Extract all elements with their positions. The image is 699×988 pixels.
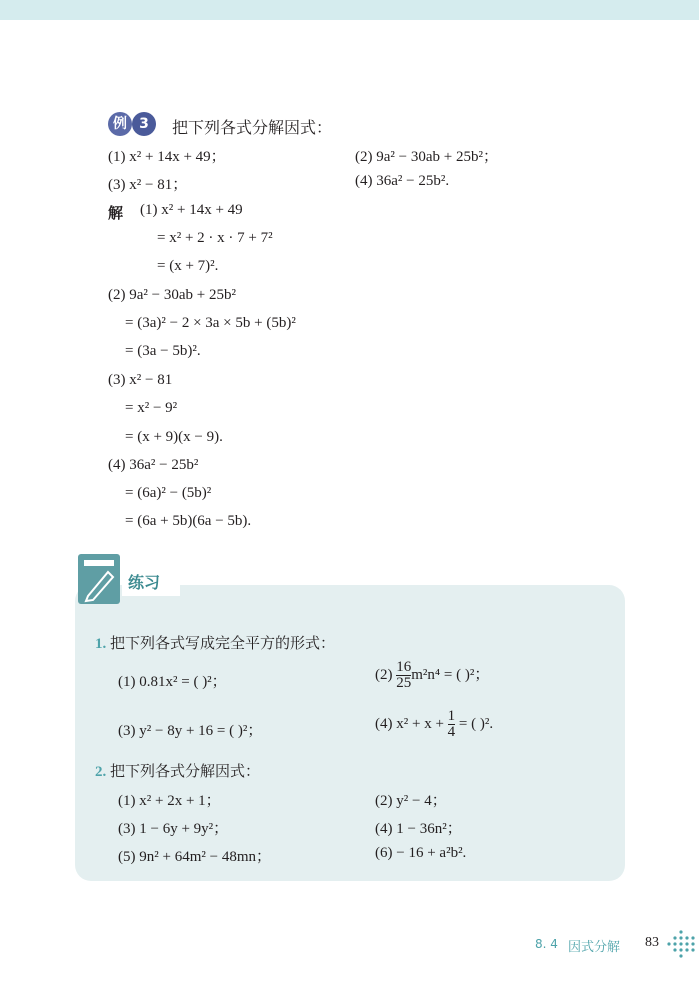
solution-label: 解 bbox=[108, 204, 124, 222]
exercise-item: (5) 9n² + 64m² − 48mn； bbox=[118, 849, 271, 865]
question-text: 把下列各式分解因式： bbox=[110, 764, 261, 780]
exercise-item: (6) − 16 + a²b². bbox=[375, 845, 467, 861]
item-expression: (4) x² + x + bbox=[375, 715, 444, 732]
top-band bbox=[0, 0, 699, 20]
dots-ornament-icon bbox=[666, 929, 696, 959]
pencil-notebook-icon bbox=[78, 554, 120, 604]
footer-section: 8. 4 bbox=[535, 937, 558, 951]
item-expression: m²n⁴ = ( )²； bbox=[411, 666, 490, 683]
problem: (4) 36a² − 25b². bbox=[355, 173, 450, 189]
problem: (3) x² − 81； bbox=[108, 177, 188, 193]
question-number: 1. bbox=[95, 636, 107, 652]
exercise-item: (4) 1 − 36n²； bbox=[375, 821, 462, 837]
item-label: (2) bbox=[375, 666, 393, 683]
question-number: 2. bbox=[95, 764, 107, 780]
item-expression: = ( )². bbox=[458, 715, 494, 732]
problem: (2) 9a² − 30ab + 25b²； bbox=[355, 149, 498, 165]
solution-line: = x² + 2 · x · 7 + 7² bbox=[157, 230, 273, 246]
question-2 bbox=[95, 760, 260, 781]
denominator: 25 bbox=[396, 675, 412, 691]
page-number: 83 bbox=[645, 935, 659, 950]
solution-line: (4) 36a² − 25b² bbox=[108, 457, 199, 473]
solution-line: = (3a)² − 2 × 3a × 5b + (5b)² bbox=[125, 315, 296, 331]
exercise-item: (3) y² − 8y + 16 = ( )²； bbox=[118, 723, 263, 739]
numerator: 16 bbox=[396, 659, 412, 675]
solution-line: (3) x² − 81 bbox=[108, 372, 173, 388]
exercise-item: (1) 0.81x² = ( )²； bbox=[118, 674, 227, 690]
solution-line: (1) x² + 14x + 49 bbox=[140, 202, 243, 218]
exercise-item bbox=[375, 709, 493, 740]
example-title: 把下列各式分解因式： bbox=[172, 120, 333, 137]
solution-line: (2) 9a² − 30ab + 25b² bbox=[108, 287, 236, 303]
example-badge: 例 bbox=[108, 112, 132, 136]
problem: (1) x² + 14x + 49； bbox=[108, 149, 226, 165]
solution-line: = (3a − 5b)². bbox=[125, 343, 201, 359]
practice-title: 练习 bbox=[122, 570, 180, 596]
solution-line: = (6a)² − (5b)² bbox=[125, 485, 212, 501]
example-number: 3 bbox=[132, 112, 156, 136]
denominator: 4 bbox=[447, 724, 456, 740]
footer-section-title: 因式分解 bbox=[568, 940, 621, 955]
fraction bbox=[396, 660, 411, 691]
solution-line: = (x + 9)(x − 9). bbox=[125, 429, 223, 445]
question-1 bbox=[95, 632, 335, 653]
solution-line: = (x + 7)². bbox=[157, 258, 219, 274]
solution-line: = (6a + 5b)(6a − 5b). bbox=[125, 513, 252, 529]
exercise-item: (1) x² + 2x + 1； bbox=[118, 793, 221, 809]
numerator: 1 bbox=[447, 708, 456, 724]
question-text: 把下列各式写成完全平方的形式： bbox=[110, 636, 336, 652]
fraction bbox=[448, 709, 456, 740]
exercise-item: (3) 1 − 6y + 9y²； bbox=[118, 821, 229, 837]
exercise-item: (2) y² − 4； bbox=[375, 793, 447, 809]
exercise-item bbox=[375, 660, 489, 691]
solution-line: = x² − 9² bbox=[125, 400, 178, 416]
